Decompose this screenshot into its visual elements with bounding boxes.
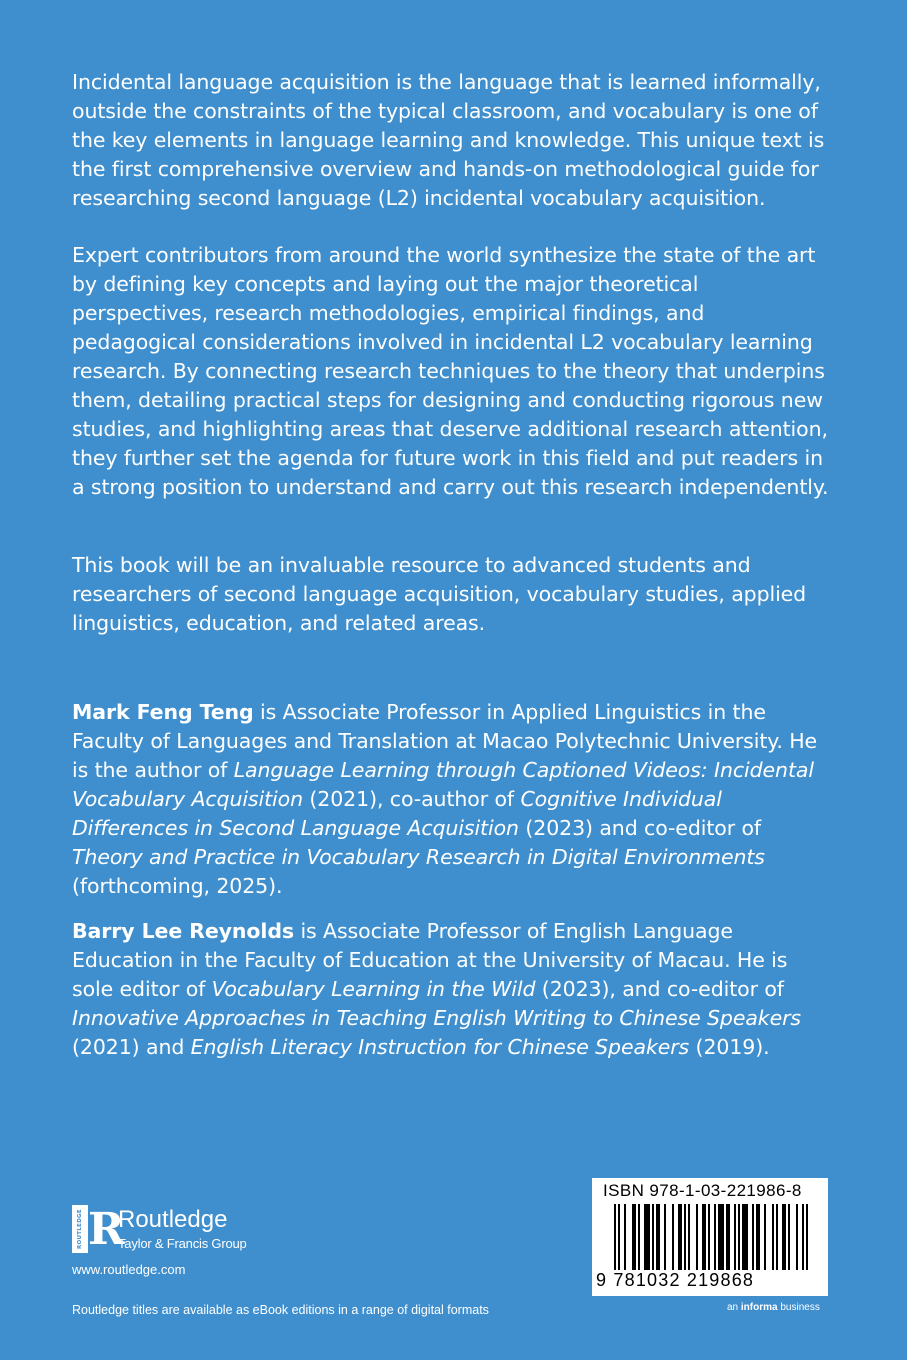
author-name: Mark Feng Teng (72, 700, 254, 724)
informa-brand: informa (740, 1302, 778, 1313)
book-title: Language Learning through Captioned Videos: Incidental Vocabulary Acquisition (72, 758, 814, 811)
author-bio-reynolds (72, 917, 832, 1062)
barcode-bars (614, 1204, 810, 1270)
author-bio-teng (72, 698, 832, 901)
publisher-website[interactable]: www.routledge.com (72, 1262, 186, 1277)
publisher-group: Taylor & Francis Group (118, 1236, 247, 1251)
bio-text: (2023) and co-editor of (518, 816, 762, 840)
bio-text: (2023), and co-editor of (535, 977, 784, 1001)
isbn-label: ISBN 978-1-03-221986-8 (603, 1181, 802, 1200)
routledge-r-icon: R (88, 1204, 125, 1255)
routledge-logo (72, 1205, 292, 1253)
publisher-name: Routledge (118, 1206, 228, 1233)
description-paragraph-3: This book will be an invaluable resource to advanced students and researchers of second language acquisition, vocabulary studies, applied linguistics, education, and related areas. (72, 553, 807, 635)
bio-text: (forthcoming, 2025). (72, 874, 283, 898)
informa-tagline (727, 1302, 820, 1313)
book-title: Theory and Practice in Vocabulary Research in Digital Environments (72, 845, 765, 869)
isbn-barcode (592, 1178, 828, 1296)
book-title: Vocabulary Learning in the Wild (211, 977, 536, 1001)
routledge-mark-text: ROUTLEDGE (72, 1205, 88, 1253)
ebook-note: Routledge titles are available as eBook editions in a range of digital formats (72, 1303, 489, 1317)
bio-text: (2021) and (72, 1035, 191, 1059)
description-paragraph-1: Incidental language acquisition is the language that is learned informally, outside the constraints of the typical classroom, and vocabulary is one of the key elements in language learning and knowledge. This unique text is the first comprehensive overview and hands-on methodological guide for researching second language (L2) incidental vocabulary acquisition. (72, 70, 825, 210)
book-title: Cognitive Individual Differences in Second Language Acquisition (72, 787, 722, 840)
bio-text: is Associate Professor in Applied Linguistics in the Faculty of Languages and Translation at Macao Polytechnic University. He is the author of (72, 700, 818, 782)
bio-text: (2019). (689, 1035, 770, 1059)
book-title: English Literacy Instruction for Chinese Speakers (190, 1035, 690, 1059)
barcode-digits: 9 781032 219868 (596, 1270, 755, 1290)
bio-text: is Associate Professor of English Language Education in the Faculty of Education at the University of Macau. He is sole editor of (72, 919, 788, 1001)
book-title: Innovative Approaches in Teaching English Writing to Chinese Speakers (72, 1006, 801, 1030)
informa-suffix: business (777, 1302, 820, 1313)
bio-text: (2021), co-author of (302, 787, 521, 811)
description-paragraph-2: Expert contributors from around the world synthesize the state of the art by defining key concepts and laying out the major theoretical perspectives, research methodologies, empirical findings, and pedagogical considerations involved in incidental L2 vocabulary learning research. By connecting research techniques to the theory that underpins them, detailing practical steps for designing and conducting rigorous new studies, and highlighting areas that deserve additional research attention, they further set the agenda for future work in this field and put readers in a strong position to understand and carry out this research independently. (72, 243, 829, 499)
informa-prefix: an (727, 1302, 741, 1313)
author-name: Barry Lee Reynolds (72, 919, 295, 943)
